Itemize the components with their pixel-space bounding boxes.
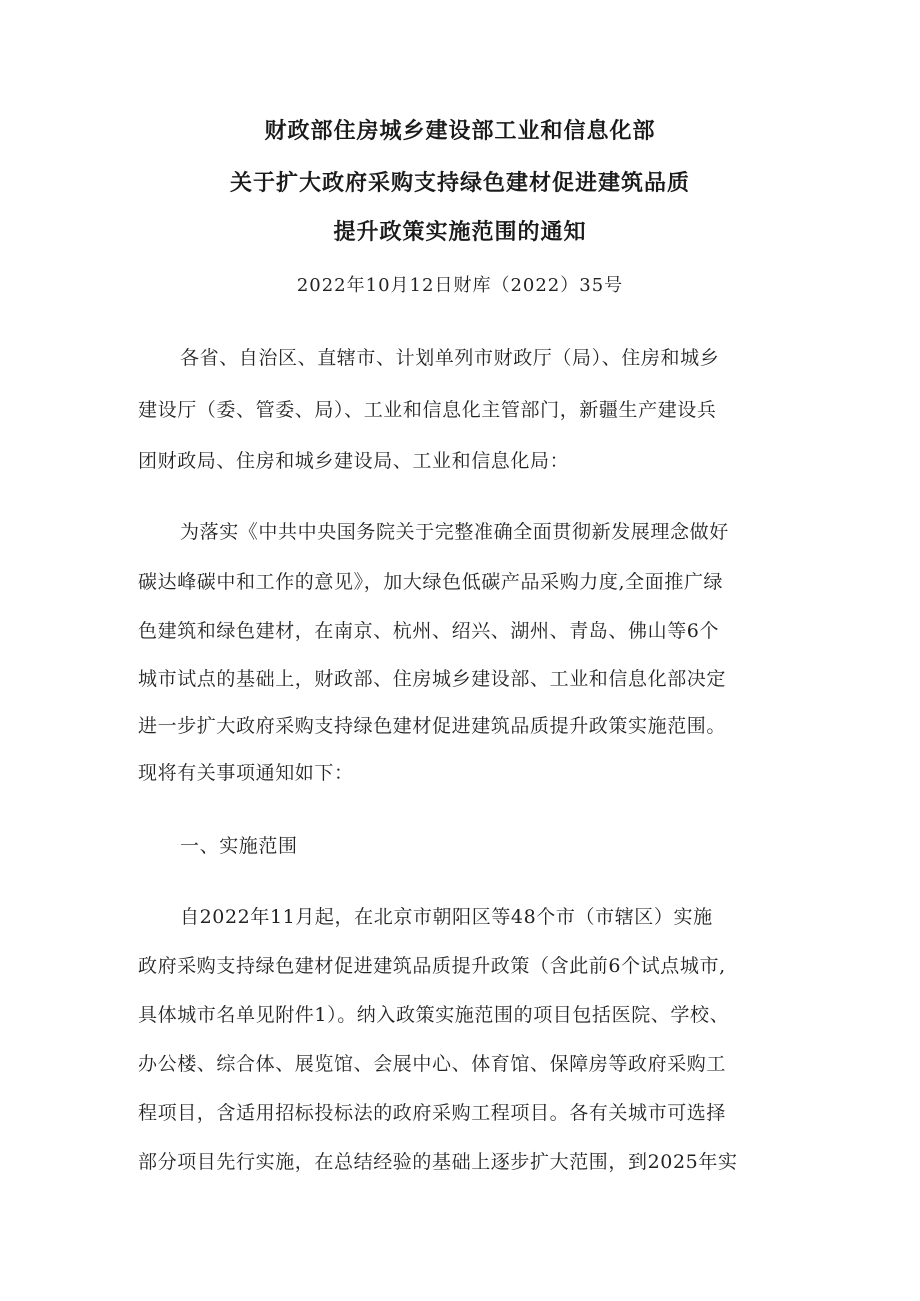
section-heading: 一、实施范围: [180, 835, 298, 857]
intro-line: 为落实《中共中央国务院关于完整准确全面贯彻新发展理念做好: [180, 521, 729, 543]
title-line-3: 提升政策实施范围的通知: [333, 220, 587, 245]
intro-line: 碳达峰碳中和工作的意见》，加大绿色低碳产品采购力度,全面推广绿: [138, 571, 724, 593]
intro-line: 色建筑和绿色建材，在南京、杭州、绍兴、湖州、青岛、佛山等6个: [138, 620, 720, 642]
recipients-line: 团财政局、住房和城乡建设局、工业和信息化局：: [138, 450, 570, 472]
recipients-line: 各省、自治区、直辖市、计划单列市财政厅（局）、住房和城乡: [180, 347, 720, 369]
section-line: 部分项目先行实施，在总结经验的基础上逐步扩大范围，到2025年实: [138, 1151, 738, 1173]
section-line: 办公楼、综合体、展览馆、会展中心、体育馆、保障房等政府采购工: [138, 1053, 727, 1075]
section-line: 具体城市名单见附件1）。纳入政策实施范围的项目包括医院、学校、: [138, 1004, 730, 1026]
title-line-1: 财政部住房城乡建设部工业和信息化部: [264, 119, 656, 144]
intro-line: 现将有关事项通知如下：: [138, 762, 354, 784]
recipients-line: 建设厅（委、管委、局）、工业和信息化主管部门，新疆生产建设兵: [138, 399, 717, 421]
document-number: 2022年10月12日财库（2022）35号: [296, 275, 624, 296]
section-line: 政府采购支持绿色建材促进建筑品质提升政策（含此前6个试点城市,: [138, 955, 726, 977]
title-line-2: 关于扩大政府采购支持绿色建材促进建筑品质: [229, 171, 690, 196]
intro-line: 城市试点的基础上，财政部、住房城乡建设部、工业和信息化部决定: [138, 668, 727, 690]
section-line: 程项目，含适用招标投标法的政府采购工程项目。各有关城市可选择: [138, 1102, 727, 1124]
intro-line: 进一步扩大政府采购支持绿色建材促进建筑品质提升政策实施范围。: [138, 715, 727, 737]
section-line: 自2022年11月起，在北京市朝阳区等48个市（市辖区）实施: [180, 906, 713, 928]
